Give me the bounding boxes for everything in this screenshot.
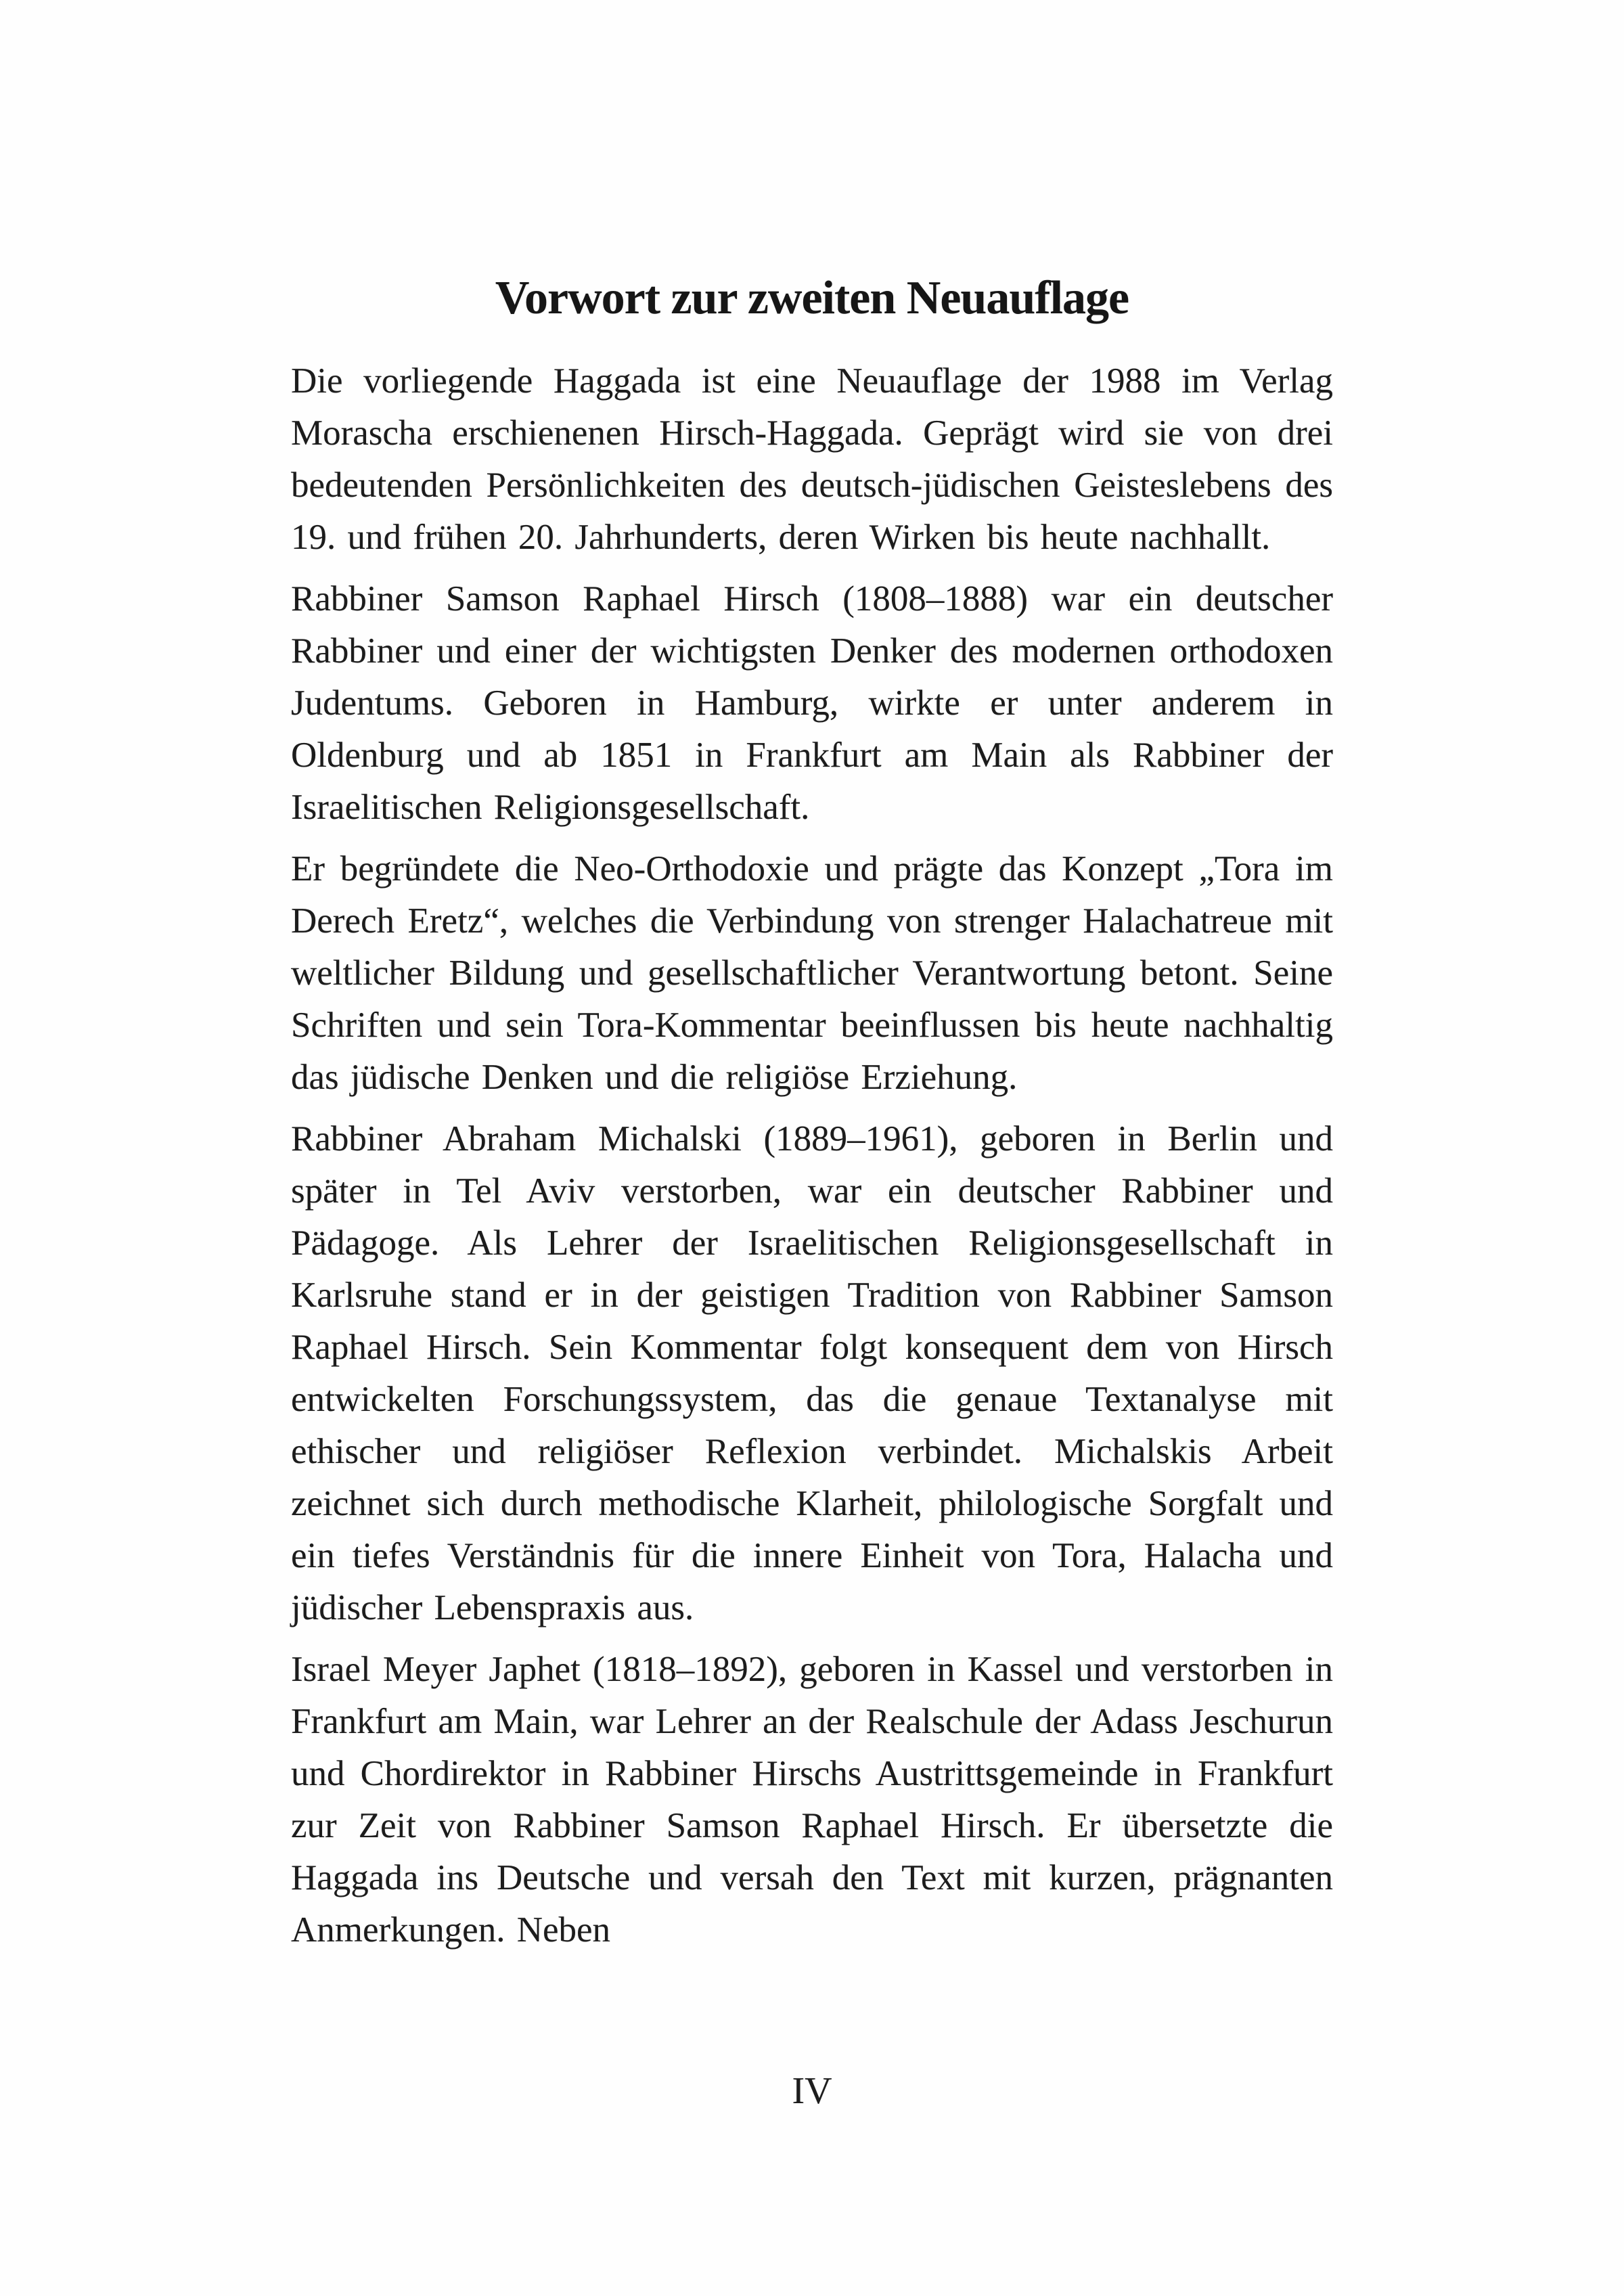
- body-paragraph: Die vorliegende Haggada ist eine Neuauflage der 1988 im Verlag Morascha erschienenen Hirsch-Haggada. Geprägt wird sie von drei bedeutenden Persönlichkeiten des deutsch-jüdischen Geisteslebens des 19. und frühen 20. Jahrhunderts, deren Wirken bis heute nachhallt.: [291, 361, 1333, 557]
- body-paragraph: Rabbiner Samson Raphael Hirsch (1808–1888) war ein deutscher Rabbiner und einer der wichtigsten Denker des modernen orthodoxen Judentums. Geboren in Hamburg, wirkte er unter anderem in Oldenburg und ab 1851 in Frankfurt am Main als Rabbiner der Israelitischen Religionsgesellschaft.: [291, 579, 1333, 827]
- body-paragraph: Er begründete die Neo-Orthodoxie und prägte das Konzept „Tora im Derech Eretz“, welches die Verbindung von strenger Halachatreue mit weltlicher Bildung und gesellschaftlicher Verantwortung betont. Seine Schriften und sein Tora-Kommentar beeinflussen bis heute nachhaltig das jüdische Denken und die religiöse Erziehung.: [291, 849, 1333, 1097]
- preface-body: [291, 355, 1333, 1956]
- body-paragraph: Israel Meyer Japhet (1818–1892), geboren in Kassel und verstorben in Frankfurt am Main, war Lehrer an der Realschule der Adass Jeschurun und Chordirektor in Rabbiner Hirschs Austrittsgemeinde in Frankfurt zur Zeit von Rabbiner Samson Raphael Hirsch. Er übersetzte die Haggada ins Deutsche und versah den Text mit kurzen, prägnanten Anmerkungen. Neben: [291, 1650, 1333, 1950]
- content-column: [291, 272, 1333, 1956]
- body-paragraph: Rabbiner Abraham Michalski (1889–1961), geboren in Berlin und später in Tel Aviv verstorben, war ein deutscher Rabbiner und Pädagoge. Als Lehrer der Israelitischen Religionsgesellschaft in Karlsruhe stand er in der geistigen Tradition von Rabbiner Samson Raphael Hirsch. Sein Kommentar folgt konsequent dem von Hirsch entwickelten Forschungssystem, das die genaue Textanalyse mit ethischer und religiöser Reflexion verbindet. Michalskis Arbeit zeichnet sich durch methodische Klarheit, philologische Sorgfalt und ein tiefes Verständnis für die innere Einheit von Tora, Halacha und jüdischer Lebenspraxis aus.: [291, 1119, 1333, 1627]
- page-title: Vorwort zur zweiten Neuauflage: [495, 272, 1129, 324]
- page-number: IV: [792, 2070, 832, 2112]
